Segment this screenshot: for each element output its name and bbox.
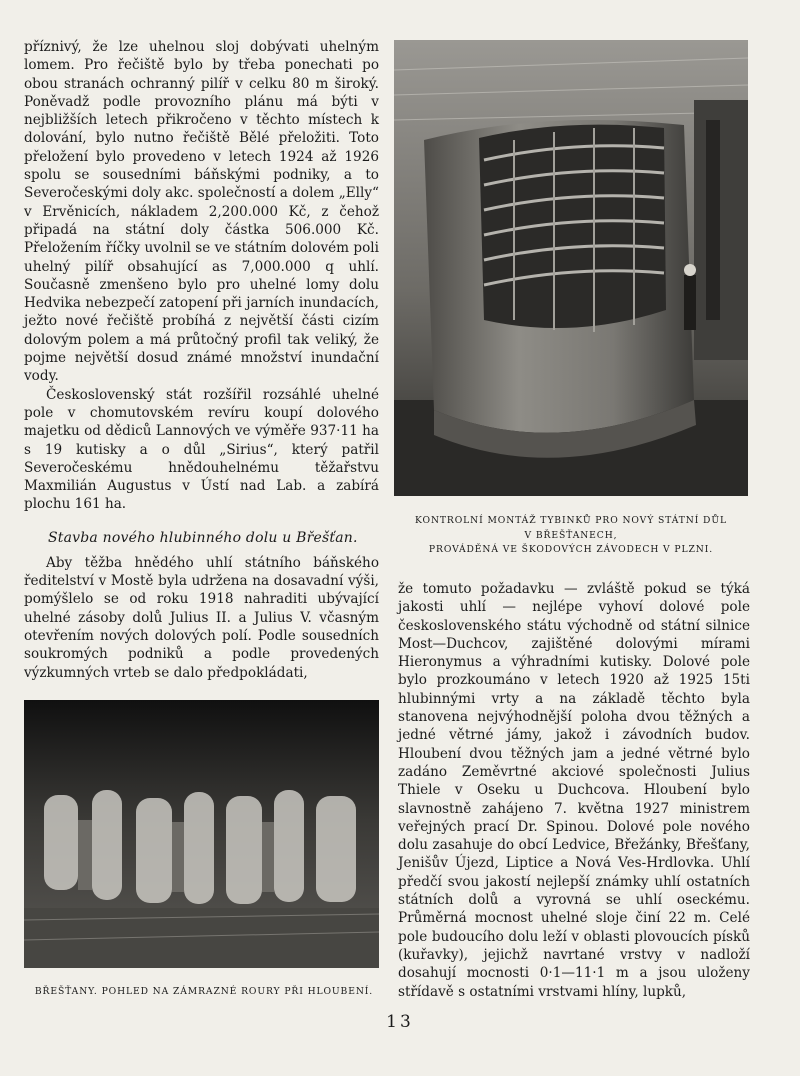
page-number: 13 bbox=[386, 1012, 414, 1032]
left-column bbox=[24, 38, 379, 682]
caption-top bbox=[394, 514, 748, 558]
caption-top-line-2: V BŘEŠŤANECH, bbox=[524, 529, 618, 541]
caption-bottom-text: BŘEŠŤANY. POHLED NA ZÁMRAZNÉ ROURY PŘI HLOUBENÍ. bbox=[34, 986, 374, 997]
photo-freezing-pipes bbox=[24, 700, 379, 968]
paragraph-3: Aby těžba hnědého uhlí státního báňského ředitelství v Mostě byla udržena na dosavadní výši, pomýšlelo se od roku 1918 nahraditi ubývající uhelné zásoby dolů Julius II. a Julius V. včasným otevřením nových dolových polí. Podle sousedních soukromých podniků a podle provedených výzkumných vrteb se dalo předpokládati, bbox=[24, 554, 379, 681]
paragraph-2: Československý stát rozšířil rozsáhlé uhelné pole v chomutovském revíru koupí dolového majetku od dědiců Lannových ve výměře 937·11 ha s 19 kutisky a o důl „Sirius“, který patřil Severočeskému hnědouhelnému těžařstvu Maxmilián Augustus v Ústí nad Lab. a zabírá plochu 161 ha. bbox=[24, 386, 379, 513]
caption-bottom bbox=[14, 985, 394, 1000]
right-column bbox=[398, 580, 750, 1001]
paragraph-4: že tomuto požadavku — zvláště pokud se týká jakosti uhlí — nejlépe vyhoví dolové pole československého státu východně od státní silnice Most—Duchcov, zajištěné dolovými mírami Hieronymus a výhradními kutisky. Dolové pole bylo prozkoumáno v letech 1920 až 1925 15ti hlubinnými vrty a na základě těchto byla stanovena nejvýhodnější poloha dvou těžných a jedné větrné jámy, jakož i závodních budov. Hloubení dvou těžných jam a jedné větrné bylo zadáno Zeměvrtné akciové společnosti Julius Thiele v Oseku u Duchcova. Hloubení bylo slavnostně zahájeno 7. května 1927 ministrem veřejných prací Dr. Spinou. Dolové pole nového dolu zasahuje do obcí Ledvice, Břežánky, Břešťany, Jenišův Újezd, Liptice a Nová Ves-Hrdlovka. Uhlí předčí svou jakostí nejlepší známky uhlí ostatních státních dolů a vyrovná se uhlí oseckému. Průměrná mocnost uhelné sloje činí 22 m. Celé pole budoucího dolu leží v oblasti plovoucích písků (kuřavky), jejichž navrtané vrstvy v nadloží dosahují mocnosti 0·1—11·1 m a jsou uloženy střídavě s ostatními vrstvami hlíny, lupků, bbox=[398, 581, 750, 1000]
photo-tubbing-assembly bbox=[394, 40, 748, 496]
caption-top-line-3: PROVÁDĚNÁ VE ŠKODOVÝCH ZÁVODECH V PLZNI. bbox=[428, 544, 714, 555]
paragraph-1: příznivý, že lze uhelnou sloj dobývati uhelným lomem. Pro řečiště bylo by třeba ponechati po obou stranách ochranný pilíř v celku 80 m široký. Poněvadž podle provozního plánu má býti v nejbližších letech přikročeno v těchto místech k dolování, bylo nutno řečiště Bělé přeložiti. Toto přeložení bylo provedeno v letech 1924 až 1926 spolu se sousedními báňskými podniky, a to Severočeskými doly akc. společností a dolem „Elly“ v Ervěnicích, nákladem 2,200.000 Kč, z čehož připadá na státní doly částka 506.000 Kč. Přeložením říčky uvolnil se ve státním dolovém poli uhelný pilíř obsahující as 7,000.000 q uhlí. Současně zmenšeno bylo pro uhelné lomy dolu Hedvika nebezpečí zatopení při jarních inundacích, ježto nové řečiště probíhá z největší části cizím dolovým polem a má průtočný profil tak veliký, že pojme největší dosud známé množství inundační vody. bbox=[24, 39, 379, 385]
section-heading: Stavba nového hlubinného dolu u Břešťan. bbox=[48, 529, 358, 546]
caption-top-line-1: KONTROLNÍ MONTÁŽ TYBINKŮ PRO NOVÝ STÁTNÍ DŮL bbox=[415, 515, 727, 526]
